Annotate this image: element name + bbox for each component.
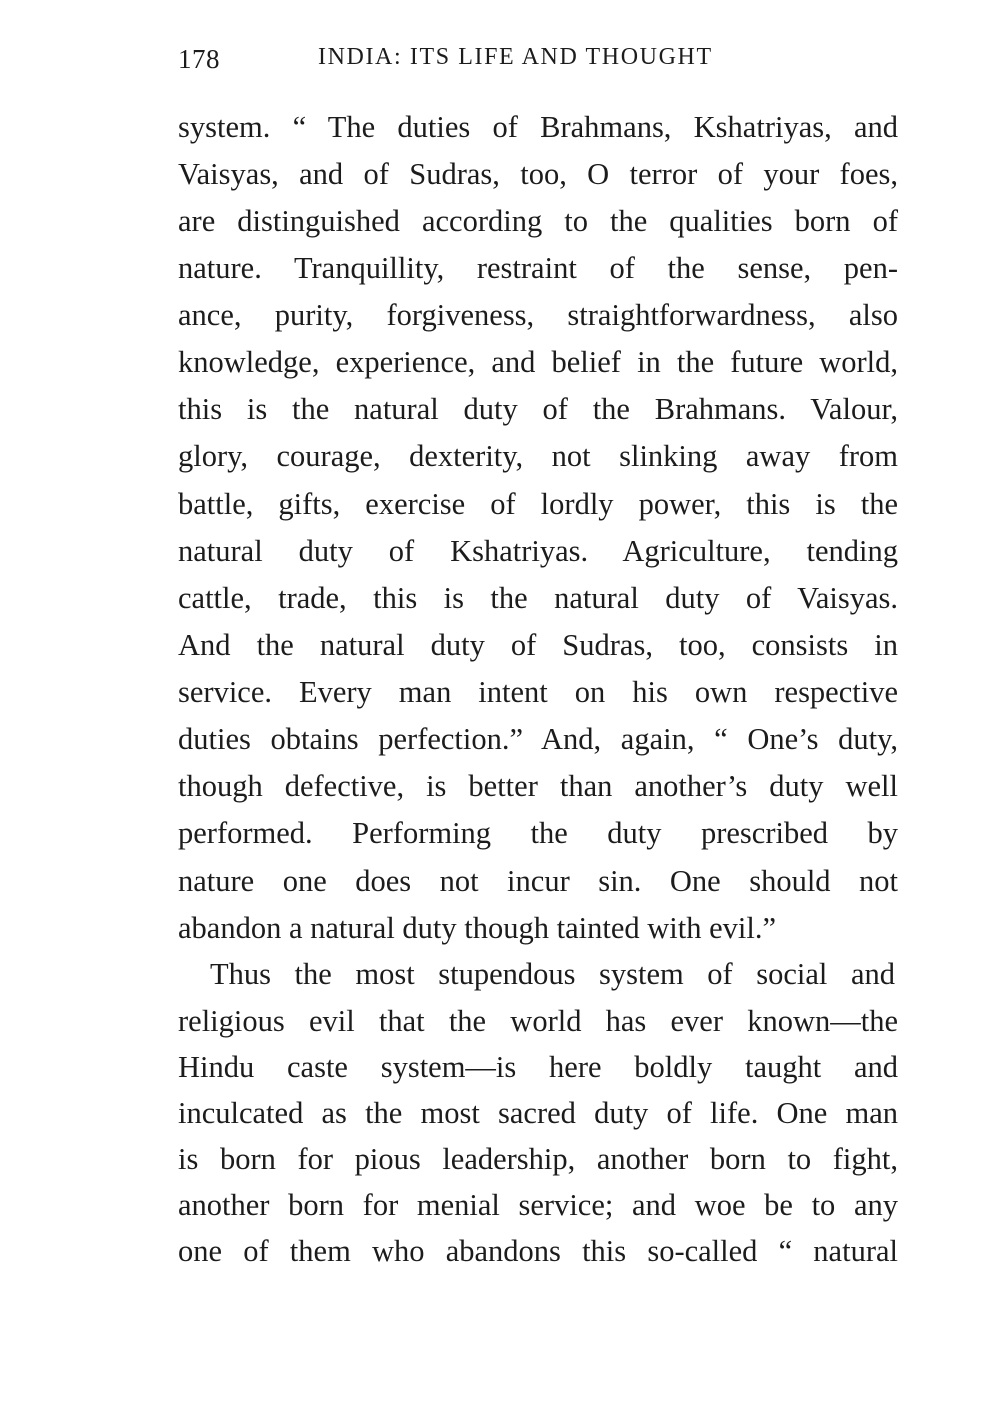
text-line: this is the natural duty of the Brahmans. Valour,	[178, 392, 898, 426]
text-line: performed. Performing the duty prescribed by	[178, 816, 898, 850]
text-line: nature. Tranquillity, restraint of the sense, pen-	[178, 251, 898, 285]
text-line: Vaisyas, and of Sudras, too, O terror of your foes,	[178, 157, 898, 191]
text-line: abandon a natural duty though tainted with evil.”	[178, 911, 776, 945]
text-line: natural duty of Kshatriyas. Agriculture, tending	[178, 534, 898, 568]
text-line: another born for menial service; and woe be to any	[178, 1188, 898, 1222]
text-line: system. “ The duties of Brahmans, Kshatriyas, and	[178, 110, 898, 144]
text-line: glory, courage, dexterity, not slinking away from	[178, 439, 898, 473]
text-line: are distinguished according to the qualities born of	[178, 204, 898, 238]
text-line: religious evil that the world has ever known—the	[178, 1004, 898, 1038]
text-line: nature one does not incur sin. One should not	[178, 864, 898, 898]
text-line: inculcated as the most sacred duty of life. One man	[178, 1096, 898, 1130]
text-line: ance, purity, forgiveness, straightforwardness, also	[178, 298, 898, 332]
text-line: Hindu caste system—is here boldly taught and	[178, 1050, 898, 1084]
text-line: service. Every man intent on his own respective	[178, 675, 898, 709]
running-head: INDIA: ITS LIFE AND THOUGHT	[318, 44, 713, 70]
text-line: one of them who abandons this so-called “ natural	[178, 1234, 898, 1268]
text-line: And the natural duty of Sudras, too, consists in	[178, 628, 898, 662]
text-line: knowledge, experience, and belief in the future world,	[178, 345, 898, 379]
page-number: 178	[178, 44, 220, 74]
text-line: duties obtains perfection.” And, again, “ One’s duty,	[178, 722, 898, 756]
text-line: is born for pious leadership, another born to fight,	[178, 1142, 898, 1176]
text-line: cattle, trade, this is the natural duty of Vaisyas.	[178, 581, 898, 615]
text-line: Thus the most stupendous system of social and	[210, 957, 895, 991]
text-line: though defective, is better than another’s duty well	[178, 769, 898, 803]
text-line: battle, gifts, exercise of lordly power, this is the	[178, 487, 898, 521]
